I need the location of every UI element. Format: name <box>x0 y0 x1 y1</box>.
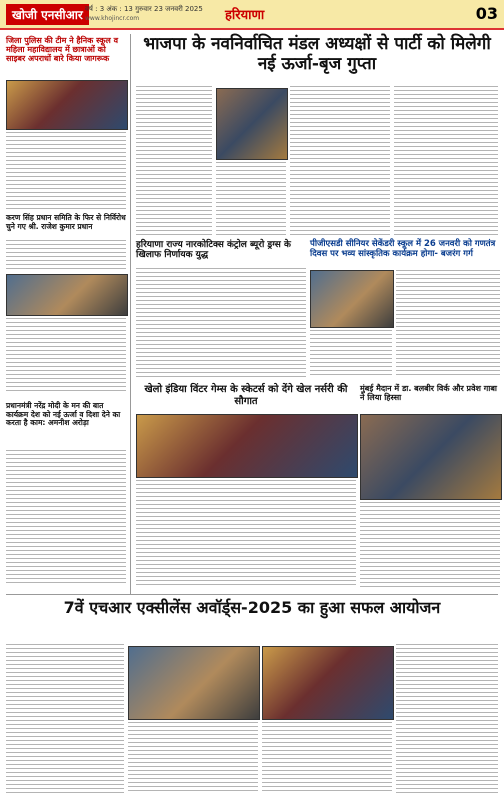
photo-awards-2 <box>262 646 394 720</box>
story-police-text <box>6 132 126 210</box>
narcotics-text <box>136 268 306 378</box>
masthead: खोजी एनसीआर <box>6 4 89 25</box>
photo-khelo <box>136 414 358 478</box>
story-panchayat-text <box>6 240 126 270</box>
bjp-text-3 <box>290 86 390 236</box>
school-text-2 <box>310 330 392 378</box>
bjp-headline: भाजपा के नवनिर्वाचित मंडल अध्यक्षों से पार्टी को मिलेगी नई ऊर्जा-बृज गुप्ता <box>143 34 491 75</box>
awards-text-1 <box>6 644 124 794</box>
story-panchayat <box>6 214 126 231</box>
column-rule <box>130 34 131 594</box>
website: www.khojincr.com <box>85 15 140 22</box>
photo-awards-1 <box>128 646 260 720</box>
awards-text-4 <box>396 644 498 794</box>
photo-police <box>6 80 128 130</box>
story-pm-modi <box>6 402 126 428</box>
bjp-text-1 <box>136 86 212 236</box>
mumbai-headline: मुंबई मैदान में डा. बलबीर विर्क और प्रवेश गाबा ने लिया हिस्सा <box>360 384 497 403</box>
story-pm-headline: प्रधानमंत्री नरेंद्र मोदी के मन की बात कार्यक्रम देश को नई ऊर्जा व दिशा देने का करता है काम: अमनीश अरोड़ा <box>6 401 121 428</box>
khelo-headline: खेलो इंडिया विंटर गेम्स के स्केटर्स को देंगे खेल नर्सरी की सौगात <box>144 384 348 407</box>
story-police <box>6 36 126 64</box>
photo-school <box>310 270 394 328</box>
awards-text-2 <box>128 722 258 794</box>
page-header <box>0 0 504 30</box>
awards-headline: 7वें एचआर एक्सीलेंस अवॉर्ड्स-2025 का हुआ सफल आयोजन <box>63 598 441 617</box>
bjp-text-2 <box>216 162 286 236</box>
mumbai-text <box>360 502 500 588</box>
school-text <box>396 270 500 378</box>
narcotics-headline: हरियाणा राज्य नारकोटिक्स कंट्रोल ब्यूरो ड्रग्स के खिलाफ निर्णायक युद्ध <box>136 240 291 261</box>
bjp-text-4 <box>394 86 498 236</box>
story-police-headline: जिला पुलिस की टीम ने हैनिक स्कूल व महिला महाविद्यालय में छात्राओं को साइबर अपराधों बारे किया जागरूक <box>6 36 119 64</box>
school-headline: पीजीएसडी सीनियर सेकेंडरी स्कूल में 26 जनवरी को गणतंत्र दिवस पर भव्य सांस्कृतिक कार्यक्रम होगा- बजरंग गर्ग <box>310 239 496 259</box>
story-panchayat-headline: करण सिंह प्रधान समिति के फिर से निर्विरोध चुने गए श्री. राजेश कुमार प्रधान <box>6 213 126 231</box>
khelo-text <box>136 480 356 588</box>
edition-info: वर्ष : 3 अंक : 13 गुरुवार 23 जनवरी 2025 <box>85 5 203 13</box>
story-pm-text <box>6 450 126 585</box>
section-title: हरियाणा <box>225 8 265 23</box>
photo-bjp <box>216 88 288 160</box>
section-rule <box>6 594 498 595</box>
page-number: 03 <box>475 4 498 23</box>
awards-text-3 <box>262 722 392 794</box>
photo-panchayat <box>6 274 128 316</box>
photo-mumbai <box>360 414 502 500</box>
story-panchayat-text-2 <box>6 318 126 394</box>
